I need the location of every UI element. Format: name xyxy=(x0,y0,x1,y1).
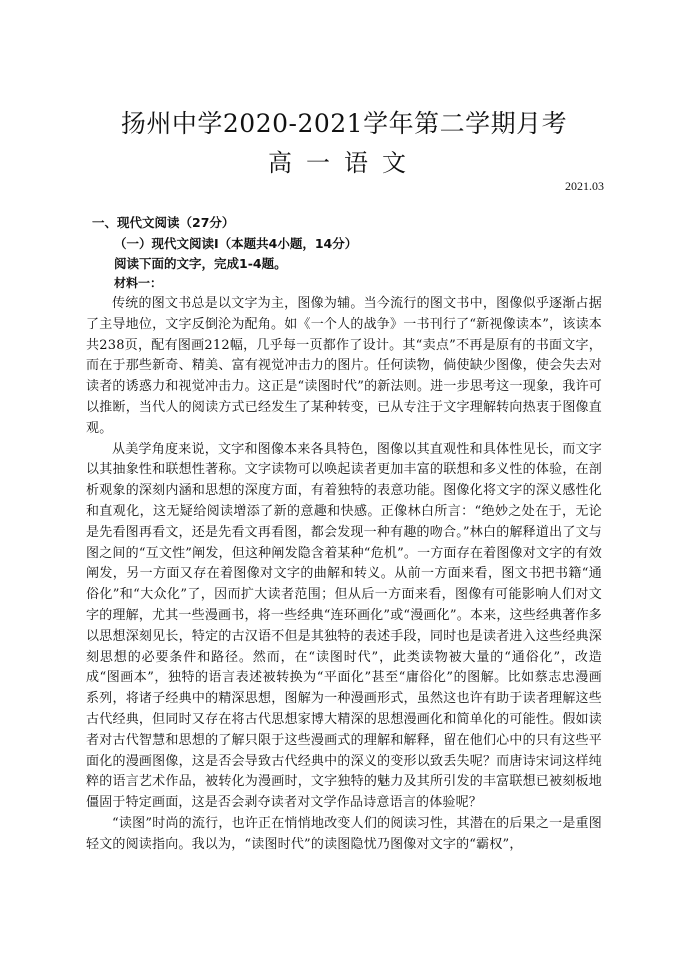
paragraph: 传统的图文书总是以文字为主，图像为辅。当今流行的图文书中，图像似乎逐渐占据了主导地位，文字反倒沦为配角。如《一个人的战争》一书刊行了“新视像读本”，该读本共238页，配有图画212幅，几乎每一页都作了设计。其“卖点”不再是原有的书面文字，而在于那些新奇、精美、富有视觉冲击力的图片。任何读物，倘使缺少图像，使会失去对读者的诱惑力和视觉冲击力。这正是“读图时代”的新法则。进一步思考这一现象，我许可以推断，当代人的阅读方式已经发生了某种转变，已从专注于文字理解转向热衷于图像直观。 xyxy=(86,296,602,436)
exam-date: 2021.03 xyxy=(565,179,604,193)
paragraph: “读图”时尚的流行，也许正在悄悄地改变人们的阅读习性，其潜在的后果之一是重图轻文的阅读指向。我以为，“读图时代”的读图隐忧乃图像对文字的“霸权”， xyxy=(86,815,602,852)
reading-instruction: 阅读下面的文字，完成1-4题。 xyxy=(114,256,287,271)
paragraph: 从美学角度来说，文字和图像本来各具特色，图像以其直观性和具体性见长，而文字以其抽象性和联想性著称。文字读物可以唤起读者更加丰富的联想和多义性的体验，在剖析观象的深刻内涵和思想的深度方面，有着独特的表意功能。图像化将文字的深义感性化和直观化，这无疑给阅读增添了新的意趣和快感。正像林白所言：“绝妙之处在于，无论是先看图再看文，还是先看文再看图，都会发现一种有趣的吻合。”林白的解释道出了文与图之间的“互文性”阐发，但这种阐发隐含着某种“危机”。一方面存在着图像对文字的有效阐发，另一方面又存在着图像对文字的曲解和转义。从前一方面来看，图文书把书籍“通俗化”和“大众化”了，因而扩大读者范围；但从后一方面来看，图像有可能影响人们对文字的理解，尤其一些漫画书，将一些经典“连环画化”或“漫画化”。本来，这些经典著作多以思想深刻见长，特定的古汉语不但是其独特的表述手段，同时也是读者进入这些经典深刻思想的必要条件和路径。然而，在“读图时代”，此类读物被大量的“通俗化”，改造成“图画本”，独特的语言表述被转换为“平面化”甚至“庸俗化”的图解。比如蔡志忠漫画系列，将诸子经典中的精深思想，图解为一种漫画形式，虽然这也许有助于读者理解这些古代经典，但同时又存在将古代思想家博大精深的思想漫画化和简单化的可能性。假如读者对古代智慧和思想的了解只限于这些漫画式的理解和解释，留在他们心中的只有这些平面化的漫画图像，这是否会导致古代经典中的深义的变形以致丢失呢？而唐诗宋词这样纯粹的语言艺术作品，被转化为漫画时，文字独特的魅力及其所引发的丰富联想已被刻板地僵固于特定画面，这是否会剥夺读者对文学作品诗意语言的体验呢？ xyxy=(86,441,602,811)
subsection-heading: （一）现代文阅读Ⅰ（本题共4小题，14分） xyxy=(114,236,358,251)
exam-title: 扬州中学2020-2021学年第二学期月考 xyxy=(120,109,568,138)
material-label: 材料一： xyxy=(114,276,163,290)
section-heading: 一、现代文阅读（27分） xyxy=(92,215,235,230)
passage-body xyxy=(86,294,602,856)
exam-subtitle: 高一语文 xyxy=(268,149,420,177)
